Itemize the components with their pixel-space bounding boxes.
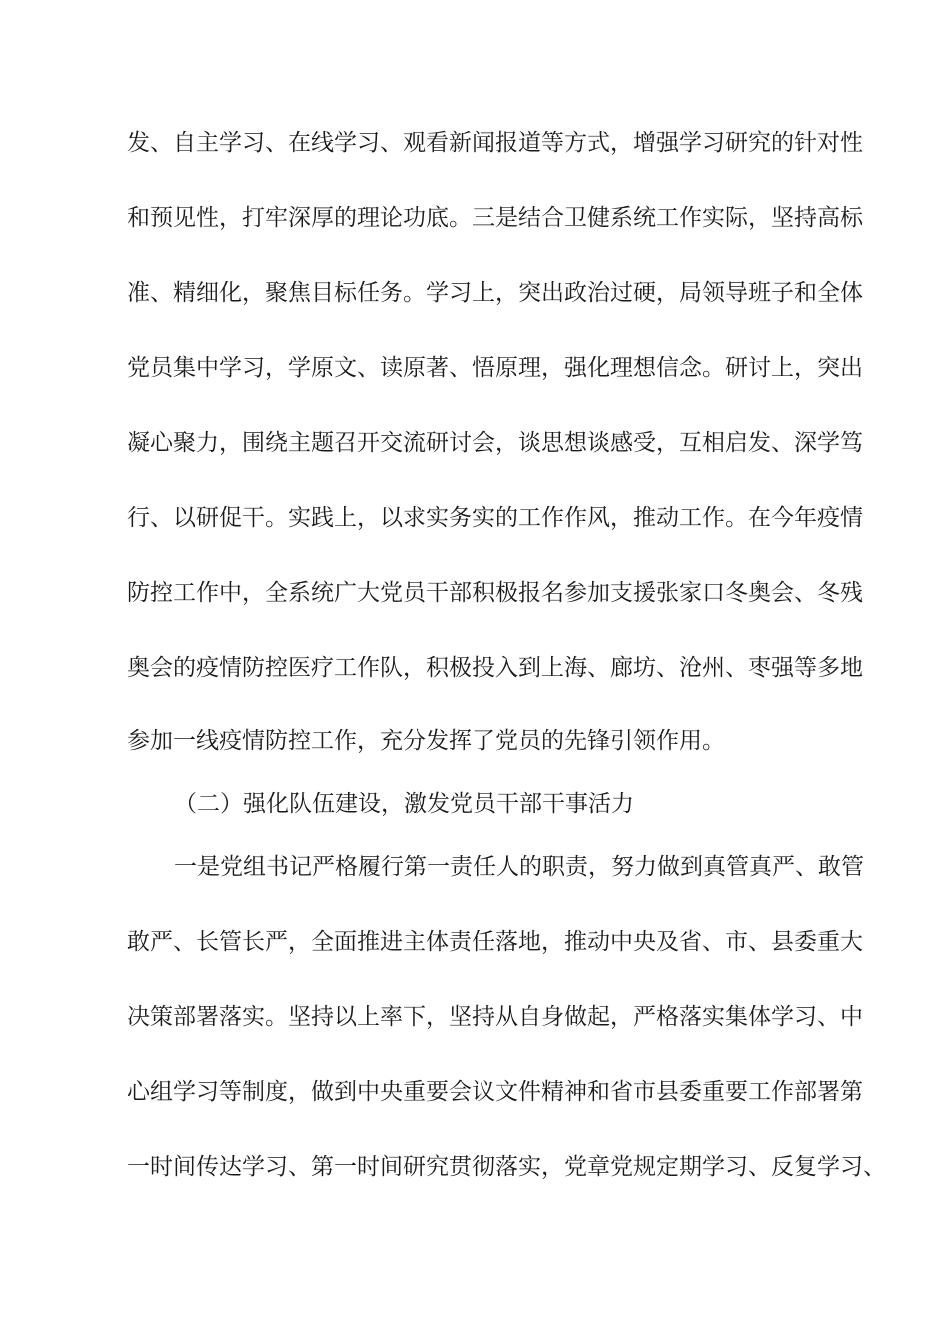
paragraph-line: 发、自主学习、在线学习、观看新闻报道等方式，增强学习研究的针对性 xyxy=(127,130,863,156)
paragraph-line: 奥会的疫情防控医疗工作队，积极投入到上海、廊坊、沧州、枣强等多地 xyxy=(127,655,863,681)
paragraph-line: 凝心聚力，围绕主题召开交流研讨会，谈思想谈感受，互相启发、深学笃 xyxy=(127,430,863,456)
paragraph-line: 准、精细化，聚焦目标任务。学习上，突出政治过硬，局领导班子和全体 xyxy=(127,280,863,306)
section-heading: （二）强化队伍建设，激发党员干部干事活力 xyxy=(174,791,634,817)
paragraph-line: 一是党组书记严格履行第一责任人的职责，努力做到真管真严、敢管 xyxy=(174,854,864,880)
paragraph-line: 决策部署落实。坚持以上率下，坚持从自身做起，严格落实集体学习、中 xyxy=(127,1004,863,1030)
paragraph-line: 行、以研促干。实践上，以求实务实的工作作风，推动工作。在今年疫情 xyxy=(127,505,863,531)
paragraph-line: 防控工作中，全系统广大党员干部积极报名参加支援张家口冬奥会、冬残 xyxy=(127,580,863,606)
paragraph-line: 一时间传达学习、第一时间研究贯彻落实，党章党规定期学习、反复学习、 xyxy=(127,1154,886,1180)
paragraph-line: 敢严、长管长严，全面推进主体责任落地，推动中央及省、市、县委重大 xyxy=(127,929,863,955)
paragraph-line: 和预见性，打牢深厚的理论功底。三是结合卫健系统工作实际，坚持高标 xyxy=(127,205,863,231)
paragraph-line: 心组学习等制度，做到中央重要会议文件精神和省市县委重要工作部署第 xyxy=(127,1079,863,1105)
paragraph-line: 党员集中学习，学原文、读原著、悟原理，强化理想信念。研讨上，突出 xyxy=(127,355,863,381)
paragraph-line: 参加一线疫情防控工作，充分发挥了党员的先锋引领作用。 xyxy=(127,728,725,754)
